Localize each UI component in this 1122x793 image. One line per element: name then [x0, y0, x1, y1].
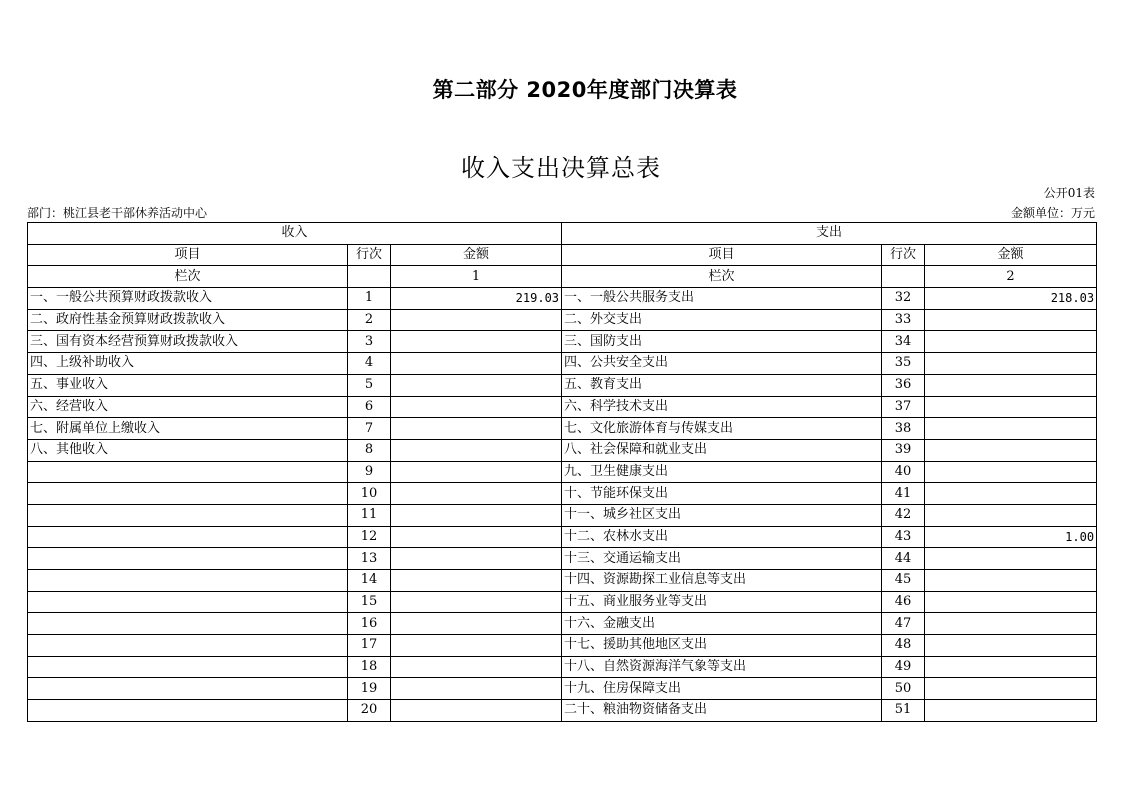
department-label: 部门：桃江县老干部休养活动中心	[27, 206, 208, 220]
income-row-number-cell: 6	[348, 396, 391, 418]
part-title: 第二部分 2020年度部门决算表	[432, 78, 738, 102]
expense-item-cell: 十一、城乡社区支出	[562, 504, 882, 526]
expense-row-number-cell: 38	[882, 418, 925, 440]
expense-amount-cell	[925, 439, 1097, 461]
expense-amount-cell	[925, 483, 1097, 505]
income-row-number-cell: 18	[348, 656, 391, 678]
income-item-cell	[28, 678, 348, 700]
income-item-cell	[28, 656, 348, 678]
income-section-header: 收入	[28, 223, 562, 245]
expense-row-number-cell: 37	[882, 396, 925, 418]
expense-amount-cell	[925, 331, 1097, 353]
expense-item-cell: 十六、金融支出	[562, 613, 882, 635]
income-amount-cell	[391, 700, 562, 722]
income-row-number-cell: 1	[348, 288, 391, 310]
expense-item-cell: 九、卫生健康支出	[562, 461, 882, 483]
income-amount-cell	[391, 613, 562, 635]
expense-row-number-cell: 39	[882, 439, 925, 461]
income-row-number-cell: 16	[348, 613, 391, 635]
expense-amount-cell	[925, 353, 1097, 375]
expense-item-cell: 三、国防支出	[562, 331, 882, 353]
table-row	[28, 353, 1097, 375]
table-row	[28, 483, 1097, 505]
expense-lanci-blank	[882, 266, 925, 288]
expense-row-number-cell: 43	[882, 526, 925, 548]
expense-item-cell: 十三、交通运输支出	[562, 548, 882, 570]
income-item-cell	[28, 504, 348, 526]
table-row	[28, 504, 1097, 526]
income-item-cell: 六、经营收入	[28, 396, 348, 418]
expense-amount-cell	[925, 635, 1097, 657]
income-amount-cell	[391, 678, 562, 700]
expense-item-cell: 十五、商业服务业等支出	[562, 591, 882, 613]
income-amount-cell	[391, 439, 562, 461]
table-row	[28, 548, 1097, 570]
income-item-cell	[28, 613, 348, 635]
table-row	[28, 678, 1097, 700]
table-row	[28, 635, 1097, 657]
column-index-row	[28, 266, 1097, 288]
table-row	[28, 656, 1097, 678]
income-item-cell	[28, 548, 348, 570]
income-row-number-cell: 14	[348, 570, 391, 592]
expense-item-cell: 七、文化旅游体育与传媒支出	[562, 418, 882, 440]
income-row-number-cell: 15	[348, 591, 391, 613]
expense-amount-cell	[925, 678, 1097, 700]
income-amount-cell	[391, 331, 562, 353]
expense-row-number-cell: 47	[882, 613, 925, 635]
income-row-number-cell: 9	[348, 461, 391, 483]
income-expense-table	[27, 222, 1097, 722]
table-title: 收入支出决算总表	[461, 154, 661, 182]
income-item-cell: 五、事业收入	[28, 374, 348, 396]
income-amount-cell	[391, 483, 562, 505]
expense-amount-cell	[925, 504, 1097, 526]
income-item-cell	[28, 635, 348, 657]
income-item-cell	[28, 483, 348, 505]
income-row-number-cell: 12	[348, 526, 391, 548]
income-amount-cell	[391, 526, 562, 548]
amount-unit-label: 金额单位：万元	[1010, 206, 1095, 220]
expense-amount-cell	[925, 548, 1097, 570]
expense-amount-cell: 218.03	[925, 288, 1097, 310]
income-row-number-cell: 13	[348, 548, 391, 570]
income-item-header: 项目	[28, 244, 348, 266]
expense-row-number-cell: 45	[882, 570, 925, 592]
income-item-cell: 七、附属单位上缴收入	[28, 418, 348, 440]
income-item-cell: 四、上级补助收入	[28, 353, 348, 375]
expense-row-number-cell: 35	[882, 353, 925, 375]
income-item-cell	[28, 526, 348, 548]
expense-row-number-cell: 49	[882, 656, 925, 678]
income-item-cell: 三、国有资本经营预算财政拨款收入	[28, 331, 348, 353]
income-amount-cell	[391, 353, 562, 375]
expense-amount-cell	[925, 309, 1097, 331]
table-row	[28, 288, 1097, 310]
income-row-number-cell: 17	[348, 635, 391, 657]
section-header-row	[28, 223, 1097, 245]
expense-item-cell: 二十、粮油物资储备支出	[562, 700, 882, 722]
income-amount-header: 金额	[391, 244, 562, 266]
income-lanci-blank	[348, 266, 391, 288]
expense-item-cell: 十八、自然资源海洋气象等支出	[562, 656, 882, 678]
expense-lanci-label: 栏次	[562, 266, 882, 288]
expense-row-number-cell: 46	[882, 591, 925, 613]
table-row	[28, 396, 1097, 418]
table-row	[28, 700, 1097, 722]
income-amount-cell	[391, 591, 562, 613]
expense-item-cell: 十、节能环保支出	[562, 483, 882, 505]
expense-item-cell: 十二、农林水支出	[562, 526, 882, 548]
income-amount-cell	[391, 374, 562, 396]
expense-item-cell: 四、公共安全支出	[562, 353, 882, 375]
expense-item-cell: 二、外交支出	[562, 309, 882, 331]
expense-amount-cell: 1.00	[925, 526, 1097, 548]
expense-row-number-cell: 32	[882, 288, 925, 310]
expense-amount-cell	[925, 656, 1097, 678]
expense-row-number-cell: 48	[882, 635, 925, 657]
expense-row-number-cell: 51	[882, 700, 925, 722]
table-row	[28, 309, 1097, 331]
income-row-number-cell: 20	[348, 700, 391, 722]
table-row	[28, 418, 1097, 440]
income-amount-cell	[391, 504, 562, 526]
table-row	[28, 526, 1097, 548]
income-item-cell	[28, 591, 348, 613]
expense-item-cell: 一、一般公共服务支出	[562, 288, 882, 310]
income-amount-cell: 219.03	[391, 288, 562, 310]
income-row-number-cell: 4	[348, 353, 391, 375]
expense-amount-cell	[925, 374, 1097, 396]
expense-row-no-header: 行次	[882, 244, 925, 266]
income-row-number-cell: 3	[348, 331, 391, 353]
income-item-cell	[28, 700, 348, 722]
income-row-number-cell: 8	[348, 439, 391, 461]
table-row	[28, 461, 1097, 483]
income-amount-cell	[391, 635, 562, 657]
table-row	[28, 613, 1097, 635]
table-row	[28, 331, 1097, 353]
income-amount-cell	[391, 570, 562, 592]
table-row	[28, 570, 1097, 592]
form-number: 公开01表	[1043, 186, 1095, 200]
income-row-number-cell: 7	[348, 418, 391, 440]
income-amount-cell	[391, 548, 562, 570]
expense-item-cell: 六、科学技术支出	[562, 396, 882, 418]
expense-row-number-cell: 42	[882, 504, 925, 526]
expense-amount-cell	[925, 461, 1097, 483]
expense-section-header: 支出	[562, 223, 1097, 245]
expense-item-cell: 十九、住房保障支出	[562, 678, 882, 700]
expense-amount-cell	[925, 418, 1097, 440]
expense-amount-cell	[925, 396, 1097, 418]
table-row	[28, 591, 1097, 613]
income-column-number: 1	[391, 266, 562, 288]
expense-row-number-cell: 41	[882, 483, 925, 505]
expense-item-cell: 十四、资源勘探工业信息等支出	[562, 570, 882, 592]
table-row	[28, 439, 1097, 461]
table-row	[28, 374, 1097, 396]
income-item-cell: 八、其他收入	[28, 439, 348, 461]
expense-row-number-cell: 50	[882, 678, 925, 700]
income-row-number-cell: 5	[348, 374, 391, 396]
income-row-no-header: 行次	[348, 244, 391, 266]
expense-row-number-cell: 34	[882, 331, 925, 353]
income-amount-cell	[391, 396, 562, 418]
expense-amount-cell	[925, 591, 1097, 613]
income-amount-cell	[391, 309, 562, 331]
income-item-cell: 一、一般公共预算财政拨款收入	[28, 288, 348, 310]
income-amount-cell	[391, 461, 562, 483]
income-item-cell	[28, 570, 348, 592]
income-row-number-cell: 19	[348, 678, 391, 700]
expense-item-cell: 五、教育支出	[562, 374, 882, 396]
expense-item-cell: 八、社会保障和就业支出	[562, 439, 882, 461]
income-item-cell	[28, 461, 348, 483]
income-row-number-cell: 10	[348, 483, 391, 505]
income-lanci-label: 栏次	[28, 266, 348, 288]
expense-item-cell: 十七、援助其他地区支出	[562, 635, 882, 657]
expense-item-header: 项目	[562, 244, 882, 266]
expense-amount-cell	[925, 700, 1097, 722]
expense-row-number-cell: 44	[882, 548, 925, 570]
income-amount-cell	[391, 656, 562, 678]
expense-amount-header: 金额	[925, 244, 1097, 266]
income-row-number-cell: 2	[348, 309, 391, 331]
expense-row-number-cell: 36	[882, 374, 925, 396]
income-row-number-cell: 11	[348, 504, 391, 526]
income-item-cell: 二、政府性基金预算财政拨款收入	[28, 309, 348, 331]
expense-row-number-cell: 33	[882, 309, 925, 331]
column-header-row	[28, 244, 1097, 266]
expense-column-number: 2	[925, 266, 1097, 288]
income-amount-cell	[391, 418, 562, 440]
expense-row-number-cell: 40	[882, 461, 925, 483]
expense-amount-cell	[925, 570, 1097, 592]
expense-amount-cell	[925, 613, 1097, 635]
